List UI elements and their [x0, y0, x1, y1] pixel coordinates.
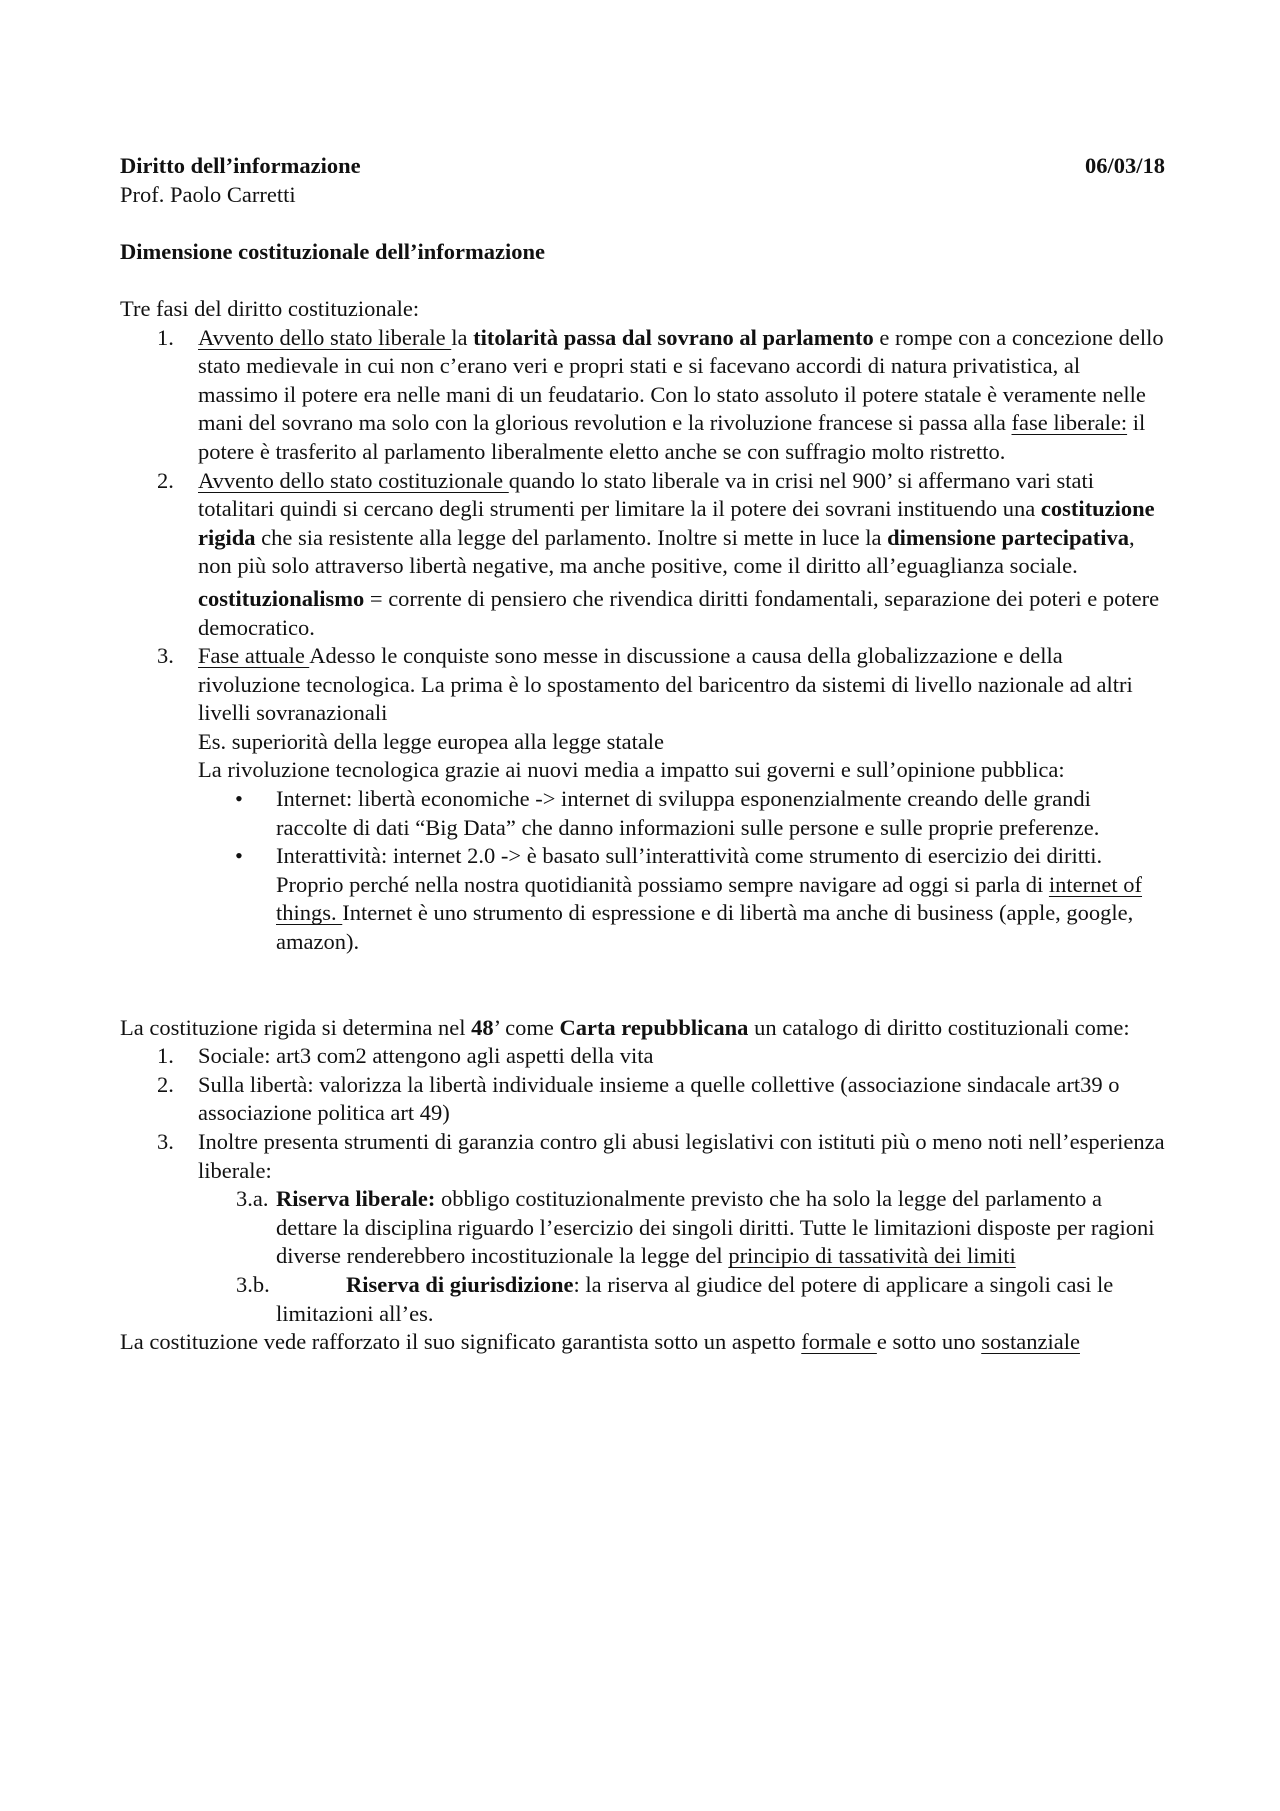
text-span: quando lo stato liberale va in crisi nel 900’ si affermano vari stati totalitari quindi si cercano degli strumenti per limitare la il potere dei sovrani instituendo una: [198, 467, 1095, 522]
bullet-list: [198, 785, 1165, 957]
bullet-icon: •: [235, 786, 243, 812]
text-span: , non più solo attraverso libertà negative, ma anche positive, come il diritto all’eguaglianza sociale.: [198, 524, 1135, 579]
phase-item-2: [120, 467, 1165, 643]
bullet-text: Internet: libertà economiche -> internet di sviluppa esponenzialmente creando delle grandi raccolte di dati “Big Data” che danno informazioni sulle persone e sulle proprie preferenze.: [276, 786, 1100, 840]
bold-span: Carta repubblicana: [559, 1014, 749, 1040]
underlined-span: formale: [801, 1329, 877, 1355]
text-span: obbligo costituzionalmente previsto che ha solo la legge del parlamento a dettare la disciplina riguardo l’esercizio dei singoli diritti. Tutte le limitazioni disposte per ragioni diverse renderebbero incostituzionale la legge del: [276, 1186, 1155, 1269]
bold-span: 48: [471, 1014, 494, 1040]
text-span: ’ come: [493, 1014, 560, 1040]
text-span: Adesso le conquiste sono messe in discussione a causa della globalizzazione e della rivoluzione tecnologica. La prima è lo spostamento del baricentro da sistemi di livello nazionale ad altri livelli sovranazionali: [198, 643, 1133, 726]
document-body: [120, 152, 1165, 1357]
text-span: La costituzione rigida si determina nel: [120, 1014, 472, 1040]
example-text: Es. superiorità della legge europea alla legge statale: [198, 728, 665, 754]
bullet-item-2: [198, 842, 1165, 956]
list-number: 3.: [157, 643, 174, 669]
text-span: la: [451, 324, 474, 350]
date-label: 06/03/18: [1084, 153, 1165, 178]
definition-term: costituzionalismo: [198, 585, 365, 611]
closing-paragraph: [120, 1328, 1165, 1357]
bullet-item-1: [198, 785, 1165, 842]
catalog-text: Inoltre presenta strumenti di garanzia contro gli abusi legislativi con istituti più o meno noti nell’esperienza liberale:: [198, 1129, 1165, 1183]
bold-span: costituzione rigida: [198, 496, 1155, 550]
bold-span: Riserva liberale:: [276, 1186, 436, 1212]
text-span: che sia resistente alla legge del parlamento. Inoltre si mette in luce la: [255, 524, 888, 550]
underlined-span: internet of things.: [276, 871, 1143, 926]
tech-text: La rivoluzione tecnologica grazie ai nuovi media a impatto sui governi e sull’opinione pubblica:: [198, 757, 1065, 783]
phase-title: Fase attuale: [198, 643, 310, 669]
phase-item-1: [120, 324, 1165, 467]
underlined-span: fase liberale:: [1011, 410, 1128, 436]
phases-list: [120, 324, 1165, 957]
catalog-text: Sociale: art3 com2 attengono agli aspetti della vita: [198, 1043, 654, 1069]
list-number: 2.: [157, 1071, 174, 1097]
catalog-list: [120, 1042, 1165, 1185]
phase-title: Avvento dello stato liberale: [198, 324, 452, 350]
sub-number: 3.b.: [236, 1271, 270, 1297]
text-span: e rompe con a concezione dello stato medievale in cui non c’erano veri e propri stati e si facevano accordi di natura privatistica, al massimo il potere era nelle mani di un feudatario. Con lo stato assoluto il potere statale è veramente nelle mani del sovrano ma solo con la glorious revolution e la rivoluzione francese si passa alla: [198, 324, 1164, 436]
text-span: Interattività: internet 2.0 -> è basato sull’interattività come strumento di esercizio dei diritti. Proprio perché nella nostra quotidianità possiamo sempre navigare ad oggi si parla di: [276, 843, 1103, 897]
catalog-item-3: [120, 1128, 1165, 1185]
intro-text: Tre fasi del diritto costituzionale:: [120, 295, 420, 321]
text-span: : la riserva al giudice del potere di applicare a singoli casi le limitazioni all’es.: [276, 1271, 1114, 1326]
text-span: e sotto uno: [876, 1329, 982, 1355]
sub-item-3a: [120, 1185, 1165, 1271]
underlined-span: sostanziale: [981, 1329, 1080, 1355]
phase-title: Avvento dello stato costituzionale: [198, 467, 509, 493]
bold-span: Riserva di giurisdizione: [346, 1271, 574, 1297]
catalog-item-1: [120, 1042, 1165, 1071]
text-span: il potere è trasferito al parlamento liberalmente eletto anche se con suffragio molto ristretto.: [198, 410, 1146, 464]
catalog-text: Sulla libertà: valorizza la libertà individuale insieme a quelle collettive (associazione sindacale art39 o associazione politica art 49): [198, 1071, 1120, 1126]
list-number: 3.: [157, 1129, 174, 1154]
list-number: 1.: [157, 1043, 174, 1069]
phase-item-3: [120, 642, 1165, 957]
underlined-span: principio di tassatività dei limiti: [728, 1243, 1016, 1269]
definition: [198, 585, 1165, 642]
professor-name: Prof. Paolo Carretti: [120, 181, 296, 207]
bullet-icon: •: [235, 843, 243, 869]
definition-text: = corrente di pensiero che rivendica diritti fondamentali, separazione dei poteri e potere democratico.: [198, 585, 1160, 640]
carta-paragraph: [120, 1014, 1165, 1043]
catalog-item-2: [120, 1071, 1165, 1128]
sub-item-3b: [120, 1271, 1165, 1328]
bold-span: dimensione partecipativa: [887, 524, 1130, 550]
text-span: un catalogo di diritto costituzionali come:: [748, 1014, 1130, 1040]
list-number: 2.: [157, 467, 174, 493]
bold-span: titolarità passa dal sovrano al parlamento: [473, 324, 874, 350]
course-title: Diritto dell’informazione: [120, 153, 361, 178]
text-span: Internet è uno strumento di espressione e di libertà ma anche di business (apple, google, amazon).: [276, 900, 1134, 955]
list-number: 1.: [157, 324, 174, 350]
text-span: La costituzione vede rafforzato il suo significato garantista sotto un aspetto: [120, 1329, 802, 1355]
sub-number: 3.a.: [236, 1186, 269, 1212]
section-title: Dimensione costituzionale dell’informazione: [120, 238, 545, 264]
